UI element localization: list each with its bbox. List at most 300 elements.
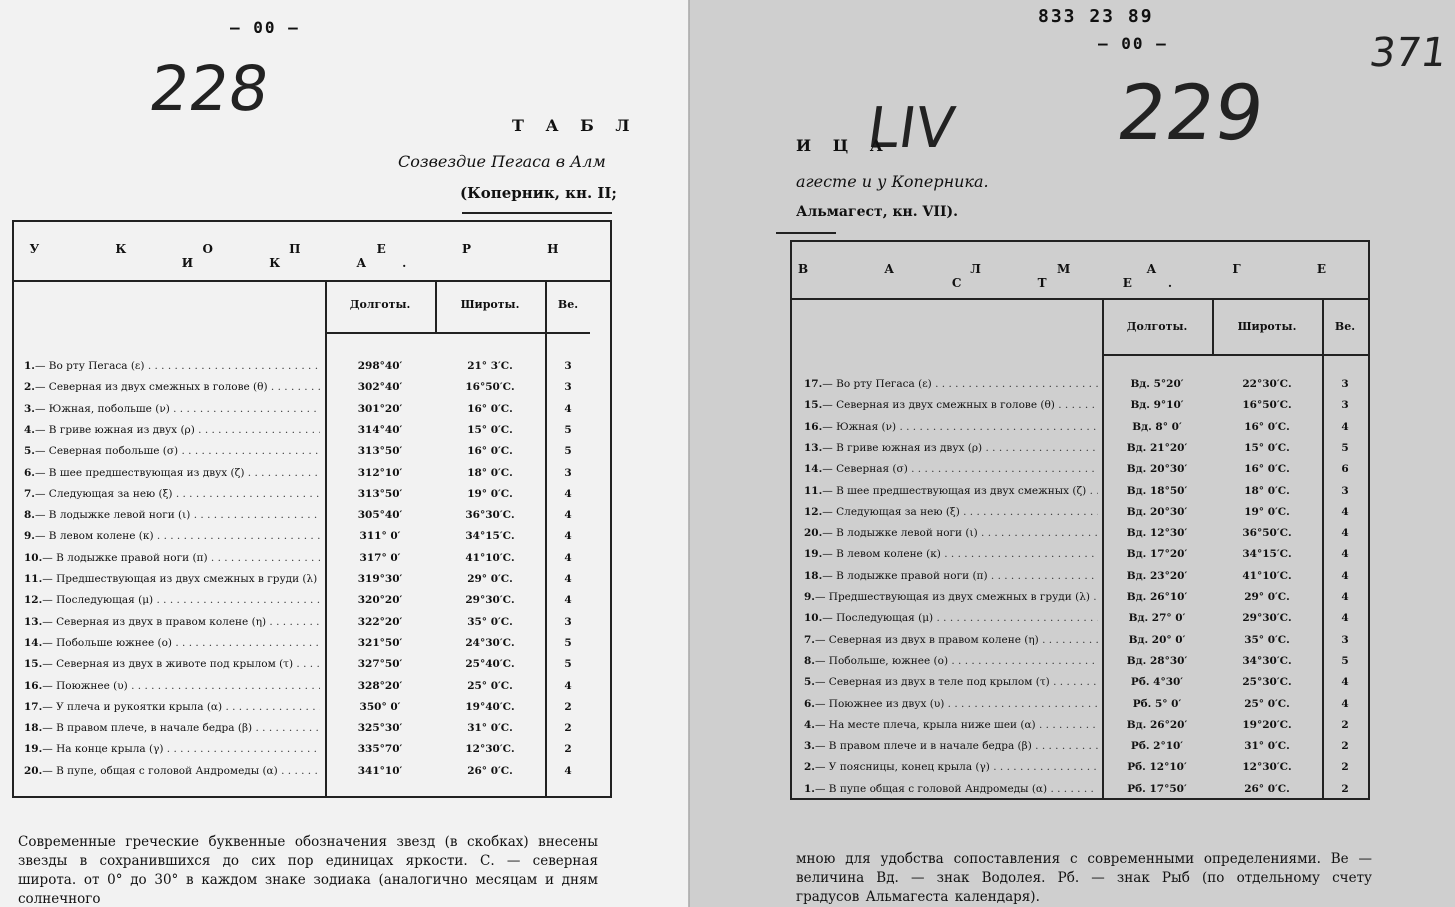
star-number: 13.: [24, 615, 43, 628]
star-number: 19.: [24, 743, 43, 756]
star-name: — В гриве южная из двух (ρ): [822, 441, 983, 454]
star-description: [24, 377, 320, 397]
star-name: — Последующая (μ): [42, 594, 154, 607]
longitude-cell: Вд. 28°30′: [1126, 654, 1188, 667]
star-number: 11.: [804, 484, 823, 497]
table-row: [24, 356, 599, 376]
star-number: 11.: [24, 573, 43, 585]
latitude-cell: 26° 0′С.: [467, 764, 513, 777]
table-row: [24, 590, 599, 610]
longitude-cell: Вд. 23°20′: [1126, 569, 1188, 582]
star-description: [804, 715, 1098, 735]
magnitude-cell: 3: [1341, 378, 1349, 390]
longitude-cell: 335°70′: [357, 743, 403, 756]
star-number: 10.: [804, 612, 823, 625]
star-number: 4.: [804, 718, 815, 731]
magnitude-cell: 4: [564, 764, 572, 777]
magnitude-cell: 4: [1341, 527, 1349, 540]
star-name: — На месте плеча, крыла ниже шеи (α): [814, 718, 1036, 731]
table-row: [24, 676, 599, 696]
magnitude-cell: 3: [1341, 484, 1349, 497]
star-name: — Следующая за нею (ξ): [34, 487, 173, 500]
star-number: 12.: [24, 594, 43, 607]
star-description: [804, 757, 1098, 777]
star-description: [24, 526, 320, 546]
latitude-cell: 29° 0′С.: [1244, 591, 1290, 603]
star-name: — В лодыжке левой ноги (ι): [822, 527, 978, 540]
magnitude-cell: 4: [564, 487, 572, 500]
star-name: — Во рту Пегаса (ε): [822, 378, 932, 390]
latitude-cell: 24°30′С.: [465, 636, 515, 649]
star-name: — Предшествующая из двух смежных в груди (λ): [814, 591, 1090, 603]
star-description: [804, 672, 1098, 692]
longitude-cell: Рб. 17°50′: [1127, 782, 1187, 795]
star-description: [804, 544, 1098, 564]
star-number: 18.: [24, 722, 43, 735]
longitude-cell: Вд. 8° 0′: [1132, 420, 1182, 433]
star-number: 17.: [24, 700, 43, 713]
magnitude-cell: 5: [1341, 441, 1349, 454]
latitude-cell: 25°40′С.: [465, 658, 515, 671]
magnitude-cell: 4: [564, 679, 572, 692]
table-row: [24, 441, 599, 461]
star-description: [24, 420, 320, 440]
star-number: 14.: [24, 636, 43, 649]
star-number: 19.: [804, 548, 823, 561]
table-heading: В А Л М А Г Е С Т Е.: [797, 262, 1363, 290]
star-description: [804, 374, 1098, 394]
col-header-latitude: Широты.: [1237, 320, 1297, 333]
longitude-cell: 327°50′: [357, 658, 403, 671]
star-number: 17.: [804, 378, 823, 390]
table-row: [804, 779, 1364, 799]
longitude-cell: 341°10′: [357, 764, 403, 777]
magnitude-cell: 5: [564, 445, 572, 458]
page-marker: — 00 —: [1098, 34, 1168, 53]
copernicus-table: [12, 220, 612, 798]
star-description: [24, 484, 320, 504]
star-name: — Северная из двух смежных в голове (θ): [822, 399, 1055, 412]
latitude-cell: 31° 0′С.: [467, 722, 513, 735]
star-name: — В шее предшествующая из двух смежных (ζ): [822, 484, 1087, 497]
magnitude-cell: 3: [564, 381, 572, 394]
table-row: [24, 633, 599, 653]
latitude-cell: 25° 0′С.: [1244, 697, 1290, 710]
latitude-cell: 12°30′С.: [1242, 761, 1292, 774]
star-number: 3.: [804, 740, 815, 753]
longitude-cell: 350° 0′: [359, 700, 401, 713]
table-row: [24, 739, 599, 759]
star-description: [804, 779, 1098, 799]
magnitude-cell: 4: [1341, 612, 1349, 625]
latitude-cell: 12°30′С.: [465, 743, 515, 756]
star-number: 1.: [804, 782, 815, 795]
latitude-cell: 16° 0′С.: [467, 445, 513, 458]
star-number: 13.: [804, 441, 823, 454]
table-source: Альмагест, кн. VII).: [796, 204, 959, 220]
star-description: [804, 608, 1098, 628]
longitude-cell: Вд. 26°20′: [1126, 718, 1188, 731]
star-name: — Побольше южнее (ο): [42, 636, 173, 649]
star-name: — У поясницы, конец крыла (γ): [814, 761, 990, 774]
longitude-cell: Рб. 4°30′: [1130, 676, 1184, 689]
col-header-magnitude: Ве.: [1334, 320, 1356, 333]
magnitude-cell: 3: [564, 360, 572, 372]
latitude-cell: 41°10′С.: [465, 551, 515, 564]
star-number: 16.: [24, 679, 43, 692]
star-name: — В пупе, общая с головой Андромеды (α): [42, 764, 278, 777]
table-row: [804, 608, 1364, 628]
latitude-cell: 21° 3′С.: [467, 360, 513, 372]
latitude-cell: 41°10′С.: [1242, 569, 1292, 582]
magnitude-cell: 3: [564, 615, 572, 628]
table-row: [804, 715, 1364, 735]
table-row: [804, 587, 1364, 607]
magnitude-cell: 2: [1341, 740, 1349, 753]
longitude-cell: Вд. 18°50′: [1126, 484, 1188, 497]
table-row: [24, 548, 599, 568]
table-title: И Ц А: [796, 136, 891, 155]
star-description: [804, 651, 1098, 671]
almagest-table: [790, 240, 1370, 800]
star-name: — Южная, побольше (ν): [34, 402, 170, 415]
star-description: [804, 438, 1098, 458]
star-description: [804, 587, 1098, 607]
latitude-cell: 36°50′С.: [1242, 527, 1292, 540]
star-number: 2.: [804, 761, 815, 774]
title-rule: [776, 232, 836, 234]
star-number: 4.: [24, 423, 35, 436]
handwritten-page-number: 229: [1111, 68, 1270, 157]
star-description: [804, 630, 1098, 650]
star-name: — В правом плече, в начале бедра (β): [42, 722, 253, 735]
star-name: — Северная из двух в правом колене (η): [42, 615, 267, 628]
table-row: [804, 523, 1364, 543]
star-description: [804, 694, 1098, 714]
top-reference-numbers: 833 23 89: [1038, 6, 1154, 27]
star-description: [24, 548, 320, 568]
latitude-cell: 25°30′С.: [1242, 676, 1292, 689]
table-heading-band: [14, 222, 610, 282]
magnitude-cell: 4: [1341, 420, 1349, 433]
magnitude-cell: 4: [564, 530, 572, 543]
handwritten-page-number: 228: [144, 52, 274, 125]
latitude-cell: 15° 0′С.: [467, 423, 513, 436]
star-description: [24, 356, 320, 376]
latitude-cell: 18° 0′С.: [1244, 484, 1290, 497]
magnitude-cell: 4: [1341, 697, 1349, 710]
latitude-cell: 16° 0′С.: [467, 402, 513, 415]
table-row: [804, 694, 1364, 714]
star-description: [804, 523, 1098, 543]
table-row: [804, 566, 1364, 586]
latitude-cell: 34°30′С.: [1242, 654, 1292, 667]
title-rule: [462, 212, 612, 214]
star-name: — Побольше, южнее (ο): [814, 654, 949, 667]
star-number: 8.: [24, 509, 35, 522]
table-row: [24, 399, 599, 419]
longitude-cell: 322°20′: [357, 615, 403, 628]
star-number: 20.: [24, 764, 43, 777]
table-subtitle: агесте и у Коперника.: [796, 172, 989, 191]
table-row: [804, 544, 1364, 564]
star-description: [24, 739, 320, 759]
magnitude-cell: 2: [564, 743, 572, 756]
star-description: [24, 569, 320, 589]
longitude-cell: Вд. 27° 0′: [1128, 612, 1186, 625]
latitude-cell: 15° 0′С.: [1244, 441, 1290, 454]
table-source: (Коперник, кн. II;: [460, 184, 617, 202]
longitude-cell: 317° 0′: [359, 551, 401, 564]
table-row: [804, 502, 1364, 522]
star-description: [24, 399, 320, 419]
latitude-cell: 35° 0′С.: [1244, 633, 1290, 646]
table-row: [804, 374, 1364, 394]
table-subtitle: Созвездие Пегаса в Алм: [398, 152, 606, 171]
magnitude-cell: 4: [1341, 505, 1349, 518]
latitude-cell: 22°30′С.: [1242, 378, 1292, 390]
star-number: 2.: [24, 381, 35, 394]
header-rule: [1102, 354, 1368, 356]
star-name: — В левом колене (κ): [822, 548, 941, 561]
star-name: — Северная из двух в правом колене (η): [814, 633, 1039, 646]
star-number: 8.: [804, 654, 815, 667]
star-description: [24, 590, 320, 610]
star-description: [804, 417, 1098, 437]
longitude-cell: 298°40′: [357, 360, 403, 372]
longitude-cell: Вд. 20°30′: [1126, 505, 1188, 518]
star-description: [24, 718, 320, 738]
star-description: [804, 395, 1098, 415]
col-header-latitude: Широты.: [460, 298, 520, 311]
latitude-cell: 35° 0′С.: [467, 615, 513, 628]
latitude-cell: 19°20′С.: [1242, 718, 1292, 731]
star-description: [24, 697, 320, 717]
table-row: [24, 505, 599, 525]
table-row: [804, 672, 1364, 692]
left-page: [0, 0, 690, 907]
table-row: [24, 697, 599, 717]
star-number: 16.: [804, 420, 823, 433]
longitude-cell: 320°20′: [357, 594, 403, 607]
right-page: [690, 0, 1455, 907]
latitude-cell: 34°15′С.: [1242, 548, 1292, 561]
star-name: — В лодыжке левой ноги (ι): [34, 509, 191, 522]
star-description: [804, 736, 1098, 756]
star-name: — В лодыжке правой ноги (π): [822, 569, 988, 582]
star-name: — Предшествующая из двух смежных в груди (λ): [42, 573, 318, 585]
magnitude-cell: 5: [564, 423, 572, 436]
star-name: — Последующая (μ): [822, 612, 934, 625]
latitude-cell: 19°40′С.: [465, 700, 515, 713]
magnitude-cell: 5: [1341, 654, 1349, 667]
table-row: [24, 761, 599, 781]
longitude-cell: 312°10′: [357, 466, 403, 479]
longitude-cell: 301°20′: [357, 402, 403, 415]
magnitude-cell: 4: [564, 573, 572, 585]
star-name: — Северная из двух смежных в голове (θ): [34, 381, 268, 394]
longitude-cell: 311° 0′: [359, 530, 401, 543]
magnitude-cell: 4: [1341, 676, 1349, 689]
star-number: 3.: [24, 402, 35, 415]
star-number: 15.: [24, 658, 43, 671]
magnitude-cell: 4: [1341, 548, 1349, 561]
star-name: — В лодыжке правой ноги (π): [42, 551, 208, 564]
latitude-cell: 29° 0′С.: [467, 573, 513, 585]
star-number: 10.: [24, 551, 43, 564]
star-number: 6.: [804, 697, 815, 710]
longitude-cell: Вд. 21°20′: [1126, 441, 1188, 454]
magnitude-cell: 4: [564, 551, 572, 564]
table-heading: У К О П Е Р Н И К А.: [29, 242, 595, 270]
star-number: 18.: [804, 569, 823, 582]
table-row: [804, 438, 1364, 458]
star-description: [804, 459, 1098, 479]
table-row: [804, 395, 1364, 415]
latitude-cell: 31° 0′С.: [1244, 740, 1290, 753]
longitude-cell: 319°30′: [357, 573, 403, 585]
latitude-cell: 16° 0′С.: [1244, 420, 1290, 433]
longitude-cell: 313°50′: [357, 487, 403, 500]
longitude-cell: Вд. 26°10′: [1126, 591, 1188, 603]
star-number: 5.: [804, 676, 815, 689]
star-description: [804, 502, 1098, 522]
magnitude-cell: 2: [1341, 782, 1349, 795]
table-row: [24, 612, 599, 632]
star-number: 14.: [804, 463, 823, 476]
table-row: [24, 463, 599, 483]
table-row: [804, 459, 1364, 479]
star-number: 12.: [804, 505, 823, 518]
star-description: [24, 441, 320, 461]
table-row: [804, 481, 1364, 501]
star-description: [24, 654, 320, 674]
longitude-cell: Вд. 12°30′: [1126, 527, 1188, 540]
col-header-magnitude: Ве.: [557, 298, 579, 311]
latitude-cell: 34°15′С.: [465, 530, 515, 543]
latitude-cell: 36°30′С.: [465, 509, 515, 522]
magnitude-cell: 5: [564, 658, 572, 671]
table-row: [24, 377, 599, 397]
longitude-cell: Вд. 20° 0′: [1128, 633, 1186, 646]
star-description: [804, 481, 1098, 501]
magnitude-cell: 2: [564, 722, 572, 735]
star-description: [24, 463, 320, 483]
longitude-cell: Рб. 2°10′: [1130, 740, 1184, 753]
star-name: — Северная из двух в животе под крылом (τ): [42, 658, 294, 671]
latitude-cell: 16°50′С.: [1242, 399, 1292, 412]
table-title: Т А Б Л: [512, 116, 638, 135]
table-row: [804, 736, 1364, 756]
header-rule: [325, 332, 590, 334]
star-description: [804, 566, 1098, 586]
longitude-cell: Вд. 17°20′: [1126, 548, 1188, 561]
star-description: [24, 676, 320, 696]
magnitude-cell: 3: [1341, 633, 1349, 646]
longitude-cell: Вд. 20°30′: [1126, 463, 1188, 476]
magnitude-cell: 2: [564, 700, 572, 713]
magnitude-cell: 5: [564, 636, 572, 649]
longitude-cell: 321°50′: [357, 636, 403, 649]
magnitude-cell: 4: [1341, 591, 1349, 603]
star-number: 9.: [804, 591, 815, 603]
star-name: — Северная (σ): [822, 463, 908, 476]
star-name: — На конце крыла (γ): [42, 743, 164, 756]
star-name: — Поюжнее (υ): [42, 679, 128, 692]
star-number: 1.: [24, 360, 35, 372]
star-number: 20.: [804, 527, 823, 540]
magnitude-cell: 6: [1341, 463, 1349, 476]
col-header-longitude: Долготы.: [349, 298, 411, 311]
latitude-cell: 19° 0′С.: [467, 487, 513, 500]
magnitude-cell: 4: [564, 402, 572, 415]
longitude-cell: 325°30′: [357, 722, 403, 735]
magnitude-cell: 2: [1341, 761, 1349, 774]
latitude-cell: 29°30′С.: [1242, 612, 1292, 625]
latitude-cell: 19° 0′С.: [1244, 505, 1290, 518]
longitude-cell: Рб. 5° 0′: [1132, 697, 1182, 710]
magnitude-cell: 4: [564, 594, 572, 607]
magnitude-cell: 4: [564, 509, 572, 522]
star-description: [24, 633, 320, 653]
table-row: [804, 757, 1364, 777]
longitude-cell: 328°20′: [357, 679, 403, 692]
latitude-cell: 26° 0′С.: [1244, 782, 1290, 795]
table-row: [24, 569, 599, 589]
star-number: 6.: [24, 466, 35, 479]
page-marker: — 00 —: [230, 18, 300, 37]
longitude-cell: Вд. 9°10′: [1130, 399, 1184, 412]
star-name: — В левом колене (κ): [34, 530, 154, 543]
table-row: [24, 484, 599, 504]
table-heading-band: [792, 242, 1368, 300]
latitude-cell: 16° 0′С.: [1244, 463, 1290, 476]
handwritten-corner-number: 371: [1366, 30, 1450, 76]
star-description: [24, 761, 320, 781]
col-header-longitude: Долготы.: [1126, 320, 1188, 333]
magnitude-cell: 3: [1341, 399, 1349, 412]
star-name: — В гриве южная из двух (ρ): [34, 423, 195, 436]
magnitude-cell: 4: [1341, 569, 1349, 582]
star-number: 5.: [24, 445, 35, 458]
star-name: — Северная из двух в теле под крылом (τ): [814, 676, 1050, 689]
star-number: 9.: [24, 530, 35, 543]
star-name: — В правом плече и в начале бедра (β): [814, 740, 1032, 753]
table-row: [24, 420, 599, 440]
magnitude-cell: 3: [564, 466, 572, 479]
longitude-cell: 313°50′: [357, 445, 403, 458]
star-name: — Поюжнее из двух (υ): [814, 697, 945, 710]
latitude-cell: 25° 0′С.: [467, 679, 513, 692]
table-row: [804, 651, 1364, 671]
star-description: [24, 505, 320, 525]
star-number: 7.: [24, 487, 35, 500]
handwritten-table-number: LIV: [863, 96, 959, 161]
longitude-cell: 302°40′: [357, 381, 403, 394]
star-name: — В шее предшествующая из двух (ζ): [34, 466, 245, 479]
longitude-cell: Рб. 12°10′: [1127, 761, 1187, 774]
star-number: 15.: [804, 399, 823, 412]
star-name: — В пупе общая с головой Андромеды (α): [814, 782, 1048, 795]
star-name: — У плеча и рукоятки крыла (α): [42, 700, 223, 713]
longitude-cell: Вд. 5°20′: [1130, 378, 1184, 390]
magnitude-cell: 2: [1341, 718, 1349, 731]
longitude-cell: 305°40′: [357, 509, 403, 522]
latitude-cell: 16°50′С.: [465, 381, 515, 394]
table-row: [804, 417, 1364, 437]
table-row: [804, 630, 1364, 650]
latitude-cell: 18° 0′С.: [467, 466, 513, 479]
